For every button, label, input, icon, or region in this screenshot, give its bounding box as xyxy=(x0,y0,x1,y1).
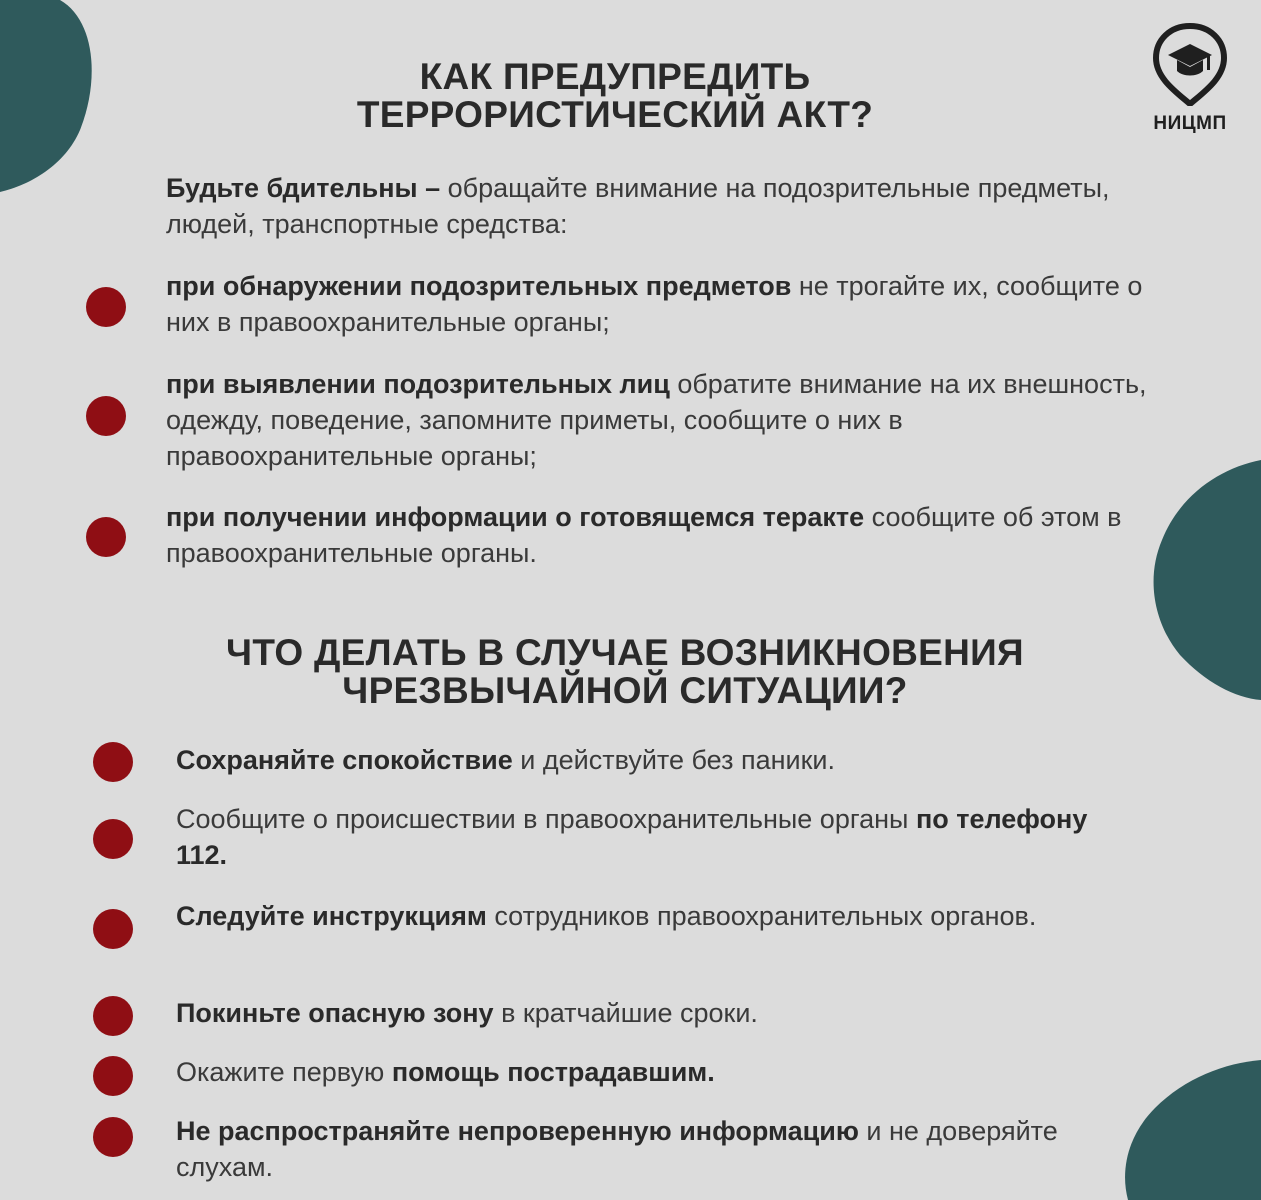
bullet-dot xyxy=(93,1117,133,1157)
section2-title-line-2: ЧРЕЗВЫЧАЙНОЙ СИТУАЦИИ? xyxy=(342,670,908,711)
section2-item: Покиньте опасную зону в кратчайшие сроки. xyxy=(176,998,758,1028)
bullet-dot xyxy=(86,287,126,327)
section2-item: Сообщите о происшествии в правоохранительные органы по телефону 112. xyxy=(176,804,1088,870)
bullet-dot xyxy=(93,1056,133,1096)
bullet-dot xyxy=(93,996,133,1036)
section1-title xyxy=(250,58,980,134)
item-bold: при получении информации о готовящемся теракте xyxy=(166,502,865,532)
item-text: сообщите об этом в правоохранительные органы. xyxy=(166,502,1122,568)
section1-item xyxy=(166,499,1156,571)
graduation-cap-pin-icon xyxy=(1150,22,1230,106)
bottom-right-blob xyxy=(1120,1060,1261,1200)
section1-item xyxy=(166,366,1156,474)
bullet-dot xyxy=(93,742,133,782)
section2-item: Окажите первую помощь пострадавшим. xyxy=(176,1057,715,1087)
section2-item: Сохраняйте спокойствие и действуйте без паники. xyxy=(176,745,835,775)
bullet-dot xyxy=(86,517,126,557)
item-bold: при выявлении подозрительных лиц xyxy=(166,369,670,399)
bullet-dot xyxy=(93,909,133,949)
bullet-dot xyxy=(93,819,133,859)
section1-title-line-2: ТЕРРОРИСТИЧЕСКИЙ АКТ? xyxy=(356,94,874,135)
section2-item: Не распространяйте непроверенную информацию и не доверяйте слухам. xyxy=(176,1116,1058,1182)
right-blob xyxy=(1150,460,1261,700)
item-bold: при обнаружении подозрительных предметов xyxy=(166,271,792,301)
section1-intro xyxy=(166,170,1156,242)
section1-item xyxy=(166,268,1156,340)
logo-text: НИЦМП xyxy=(1153,113,1227,134)
section2-title-line-1: ЧТО ДЕЛАТЬ В СЛУЧАЕ ВОЗНИКНОВЕНИЯ xyxy=(226,632,1024,673)
top-left-blob xyxy=(0,0,100,195)
logo xyxy=(1138,22,1242,132)
item-text: обратите внимание на их внешность, одежду, поведение, запомните приметы, сообщите о них в правоохранительные органы; xyxy=(166,369,1147,471)
item-text: не трогайте их, сообщите о них в правоохранительные органы; xyxy=(166,271,1143,337)
section2-item: Следуйте инструкциям сотрудников правоохранительных органов. xyxy=(176,901,1037,931)
bullet-dot xyxy=(86,396,126,436)
section2-title xyxy=(170,634,1080,710)
section1-title-line-1: КАК ПРЕДУПРЕДИТЬ xyxy=(419,56,811,97)
intro-bold: Будьте бдительны – xyxy=(166,173,441,203)
intro-text: обращайте внимание на подозрительные предметы, людей, транспортные средства: xyxy=(166,173,1110,239)
